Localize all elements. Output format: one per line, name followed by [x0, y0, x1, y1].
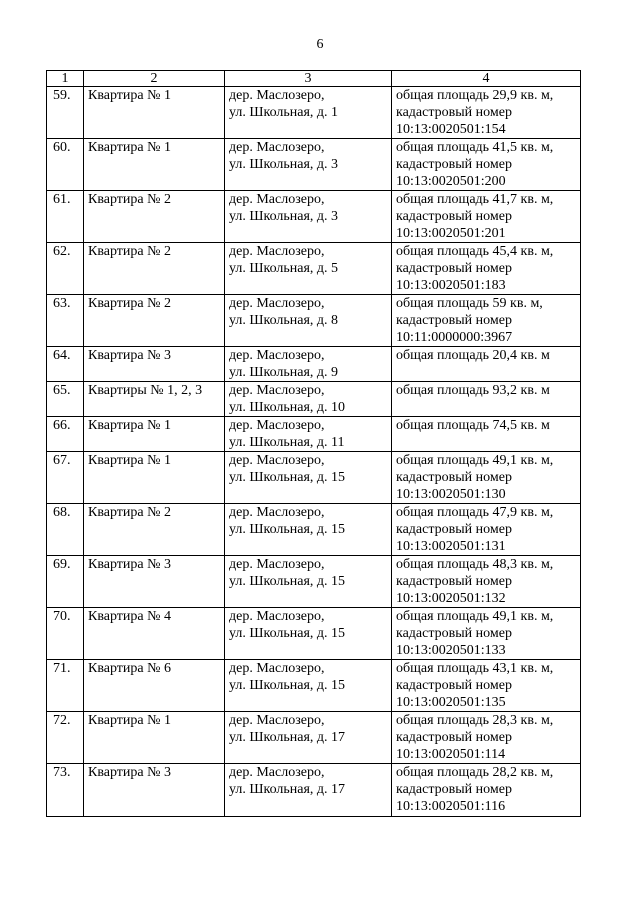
table-row: [47, 504, 581, 556]
details-line: общая площадь 48,3 кв. м,: [396, 557, 554, 572]
property-details: [392, 139, 581, 191]
property-details: [392, 556, 581, 608]
details-line: общая площадь 47,9 кв. м,: [396, 505, 554, 520]
property-address: [225, 347, 392, 382]
address-line: ул. Школьная, д. 17: [229, 782, 346, 797]
address-line: ул. Школьная, д. 11: [229, 435, 345, 450]
details-line: 10:13:0020501:201: [396, 226, 506, 241]
property-details: [392, 712, 581, 764]
address-line: ул. Школьная, д. 15: [229, 470, 346, 485]
table-row: [47, 382, 581, 417]
details-line: кадастровый номер: [396, 470, 512, 485]
column-header: 1: [47, 71, 84, 87]
address-line: ул. Школьная, д. 15: [229, 626, 346, 641]
details-line: общая площадь 49,1 кв. м,: [396, 453, 554, 468]
property-address: [225, 295, 392, 347]
property-name: Квартира № 1: [84, 139, 225, 191]
row-number: 70.: [47, 608, 84, 660]
property-name: Квартиры № 1, 2, 3: [84, 382, 225, 417]
details-line: кадастровый номер: [396, 782, 512, 797]
details-line: 10:13:0020501:130: [396, 487, 506, 502]
table-row: [47, 191, 581, 243]
address-line: дер. Маслозеро,: [229, 453, 325, 468]
property-name: Квартира № 2: [84, 243, 225, 295]
table-row: [47, 712, 581, 764]
row-number: 61.: [47, 191, 84, 243]
property-name: Квартира № 3: [84, 556, 225, 608]
address-line: дер. Маслозеро,: [229, 296, 325, 311]
property-details: [392, 764, 581, 817]
property-address: [225, 243, 392, 295]
table-row: [47, 139, 581, 191]
property-address: [225, 191, 392, 243]
page-number: 6: [316, 37, 324, 52]
table-row: [47, 417, 581, 452]
details-line: кадастровый номер: [396, 678, 512, 693]
address-line: ул. Школьная, д. 1: [229, 105, 339, 120]
details-line: кадастровый номер: [396, 313, 512, 328]
row-number: 72.: [47, 712, 84, 764]
details-line: общая площадь 93,2 кв. м: [396, 383, 550, 398]
property-details: [392, 452, 581, 504]
property-details: [392, 191, 581, 243]
details-line: 10:13:0020501:114: [396, 747, 506, 762]
row-number: 66.: [47, 417, 84, 452]
details-line: общая площадь 29,9 кв. м,: [396, 88, 554, 103]
property-table: [46, 70, 581, 817]
details-line: общая площадь 45,4 кв. м,: [396, 244, 554, 259]
property-name: Квартира № 2: [84, 191, 225, 243]
row-number: 64.: [47, 347, 84, 382]
address-line: дер. Маслозеро,: [229, 505, 325, 520]
property-address: [225, 712, 392, 764]
address-line: дер. Маслозеро,: [229, 713, 325, 728]
column-header: 4: [392, 71, 581, 87]
address-line: ул. Школьная, д. 9: [229, 365, 339, 380]
row-number: 62.: [47, 243, 84, 295]
address-line: ул. Школьная, д. 3: [229, 157, 339, 172]
property-address: [225, 504, 392, 556]
address-line: дер. Маслозеро,: [229, 140, 325, 155]
details-line: общая площадь 28,3 кв. м,: [396, 713, 554, 728]
details-line: общая площадь 28,2 кв. м,: [396, 765, 554, 780]
address-line: ул. Школьная, д. 5: [229, 261, 339, 276]
property-details: [392, 504, 581, 556]
row-number: 67.: [47, 452, 84, 504]
property-details: [392, 87, 581, 139]
details-line: 10:13:0020501:116: [396, 799, 506, 814]
property-address: [225, 556, 392, 608]
details-line: общая площадь 41,7 кв. м,: [396, 192, 554, 207]
address-line: дер. Маслозеро,: [229, 557, 325, 572]
address-line: дер. Маслозеро,: [229, 88, 325, 103]
property-name: Квартира № 1: [84, 87, 225, 139]
row-number: 73.: [47, 764, 84, 817]
table-row: [47, 764, 581, 817]
column-header: 2: [84, 71, 225, 87]
details-line: кадастровый номер: [396, 105, 512, 120]
details-line: общая площадь 59 кв. м,: [396, 296, 543, 311]
address-line: дер. Маслозеро,: [229, 765, 325, 780]
details-line: 10:11:0000000:3967: [396, 330, 513, 345]
property-address: [225, 417, 392, 452]
row-number: 59.: [47, 87, 84, 139]
details-line: общая площадь 43,1 кв. м,: [396, 661, 554, 676]
property-address: [225, 608, 392, 660]
property-details: [392, 417, 581, 452]
table-header-row: [47, 71, 581, 87]
details-line: общая площадь 49,1 кв. м,: [396, 609, 554, 624]
property-address: [225, 764, 392, 817]
property-name: Квартира № 1: [84, 417, 225, 452]
details-line: кадастровый номер: [396, 157, 512, 172]
property-details: [392, 660, 581, 712]
property-details: [392, 243, 581, 295]
details-line: 10:13:0020501:131: [396, 539, 506, 554]
property-details: [392, 382, 581, 417]
details-line: 10:13:0020501:183: [396, 278, 506, 293]
table-row: [47, 608, 581, 660]
address-line: дер. Маслозеро,: [229, 244, 325, 259]
row-number: 69.: [47, 556, 84, 608]
details-line: общая площадь 74,5 кв. м: [396, 418, 550, 433]
details-line: общая площадь 41,5 кв. м,: [396, 140, 554, 155]
table-row: [47, 87, 581, 139]
details-line: 10:13:0020501:200: [396, 174, 506, 189]
address-line: ул. Школьная, д. 17: [229, 730, 346, 745]
property-name: Квартира № 1: [84, 712, 225, 764]
details-line: 10:13:0020501:135: [396, 695, 506, 710]
row-number: 63.: [47, 295, 84, 347]
property-name: Квартира № 1: [84, 452, 225, 504]
details-line: 10:13:0020501:154: [396, 122, 506, 137]
table-row: [47, 660, 581, 712]
table-row: [47, 556, 581, 608]
details-line: кадастровый номер: [396, 261, 512, 276]
details-line: общая площадь 20,4 кв. м: [396, 348, 550, 363]
property-details: [392, 608, 581, 660]
table-row: [47, 295, 581, 347]
property-address: [225, 660, 392, 712]
row-number: 65.: [47, 382, 84, 417]
table-row: [47, 452, 581, 504]
address-line: дер. Маслозеро,: [229, 348, 325, 363]
address-line: дер. Маслозеро,: [229, 192, 325, 207]
property-name: Квартира № 2: [84, 504, 225, 556]
details-line: 10:13:0020501:132: [396, 591, 506, 606]
address-line: ул. Школьная, д. 15: [229, 522, 346, 537]
property-name: Квартира № 4: [84, 608, 225, 660]
table-row: [47, 243, 581, 295]
details-line: 10:13:0020501:133: [396, 643, 506, 658]
row-number: 60.: [47, 139, 84, 191]
property-address: [225, 382, 392, 417]
address-line: дер. Маслозеро,: [229, 383, 325, 398]
address-line: ул. Школьная, д. 15: [229, 574, 346, 589]
details-line: кадастровый номер: [396, 730, 512, 745]
address-line: ул. Школьная, д. 15: [229, 678, 346, 693]
details-line: кадастровый номер: [396, 522, 512, 537]
property-details: [392, 295, 581, 347]
property-address: [225, 87, 392, 139]
address-line: дер. Маслозеро,: [229, 661, 325, 676]
property-name: Квартира № 3: [84, 347, 225, 382]
property-name: Квартира № 6: [84, 660, 225, 712]
row-number: 68.: [47, 504, 84, 556]
table-row: [47, 347, 581, 382]
column-header: 3: [225, 71, 392, 87]
property-name: Квартира № 3: [84, 764, 225, 817]
property-details: [392, 347, 581, 382]
address-line: ул. Школьная, д. 10: [229, 400, 346, 415]
property-address: [225, 139, 392, 191]
details-line: кадастровый номер: [396, 574, 512, 589]
details-line: кадастровый номер: [396, 209, 512, 224]
address-line: ул. Школьная, д. 8: [229, 313, 339, 328]
property-address: [225, 452, 392, 504]
property-name: Квартира № 2: [84, 295, 225, 347]
address-line: дер. Маслозеро,: [229, 609, 325, 624]
row-number: 71.: [47, 660, 84, 712]
address-line: ул. Школьная, д. 3: [229, 209, 339, 224]
address-line: дер. Маслозеро,: [229, 418, 325, 433]
details-line: кадастровый номер: [396, 626, 512, 641]
